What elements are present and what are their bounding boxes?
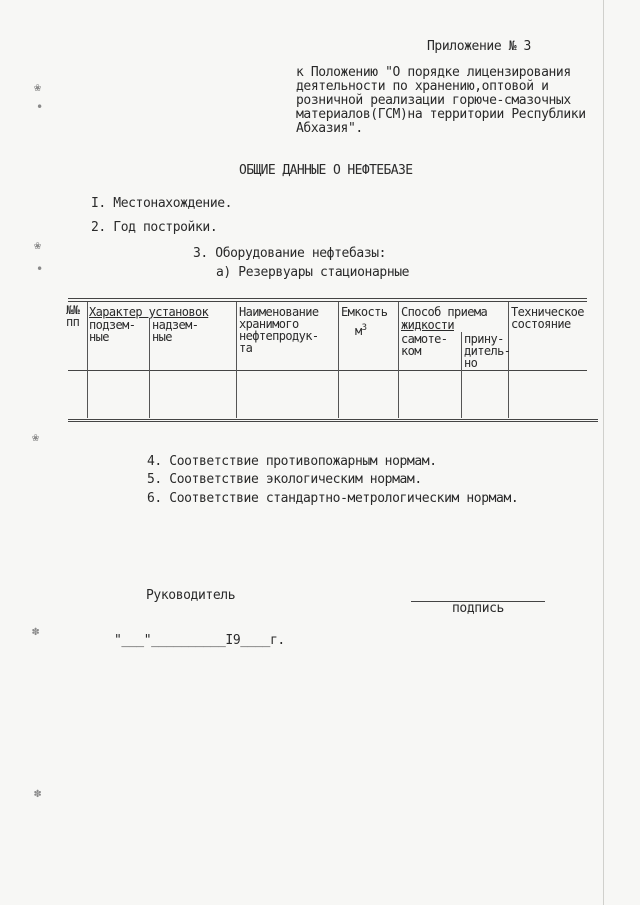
col-header-number: №№ пп (66, 303, 80, 329)
table-col-divider (461, 332, 462, 418)
head-label: Руководитель (146, 588, 236, 603)
item-fire-safety: 4. Соответствие противопожарным нормам. (147, 454, 437, 469)
col-header-intake-forced: прину- дитель- но (464, 332, 511, 370)
punch-mark: • (36, 100, 44, 114)
table-col-divider (338, 302, 339, 418)
table-col-divider (87, 302, 88, 418)
table-top-rule (68, 301, 587, 302)
col-header-capacity-unit: $м^3$ (355, 323, 367, 338)
punch-mark: ❀ (34, 80, 42, 94)
table-col-divider (236, 302, 237, 418)
punch-mark: ❀ (32, 430, 40, 444)
page-edge (603, 0, 604, 905)
col-header-capacity: Емкость (341, 305, 388, 319)
punch-mark: ❀ (34, 238, 42, 252)
item-metrology: 6. Соответствие стандартно-метрологическим нормам. (147, 491, 519, 506)
col-header-kind-underground: подзем- ные (89, 318, 136, 344)
signature-label: подпись (452, 601, 504, 616)
table-bottom-rule (68, 419, 598, 422)
col-header-intake-liquid: жидкости (401, 318, 454, 332)
item-ecology: 5. Соответствие экологическим нормам. (147, 472, 422, 487)
punch-mark: ✽ (32, 624, 40, 638)
item-year-built: 2. Год постройки. (91, 220, 218, 235)
table-col-divider (149, 318, 150, 418)
reference-line: деятельности по хранению,оптовой и (296, 79, 549, 94)
col-header-product: Наименование хранимого нефтепродук- та (239, 305, 319, 355)
table-col-divider (398, 302, 399, 418)
item-tanks: а) Резервуары стационарные (216, 265, 410, 280)
table-header-rule (68, 370, 587, 371)
punch-mark: ✽ (34, 786, 42, 800)
col-header-kind-aboveground: надзем- ные (152, 318, 199, 344)
col-header-condition: Техническое состояние (511, 305, 584, 331)
col-header-kind: Характер установок (89, 305, 209, 319)
col-header-intake-gravity: самоте- ком (401, 332, 448, 358)
item-location: I. Местонахождение. (91, 196, 233, 211)
table-top-rule (68, 298, 587, 299)
reference-line: материалов(ГСМ)на территории Республики (296, 107, 586, 122)
document-title: ОБЩИЕ ДАННЫЕ О НЕФТЕБАЗЕ (239, 163, 413, 178)
appendix-number: Приложение № 3 (427, 39, 531, 54)
punch-mark: • (36, 262, 44, 276)
reference-line: к Положению "О порядке лицензирования (296, 65, 571, 80)
reference-line: розничной реализации горюче-смазочных (296, 93, 571, 108)
col-header-intake: Способ приема (401, 305, 488, 319)
item-equipment: 3. Оборудование нефтебазы: (193, 246, 387, 261)
date-line: "___"__________I9____г. (114, 633, 285, 648)
reference-line: Абхазия". (296, 121, 363, 136)
